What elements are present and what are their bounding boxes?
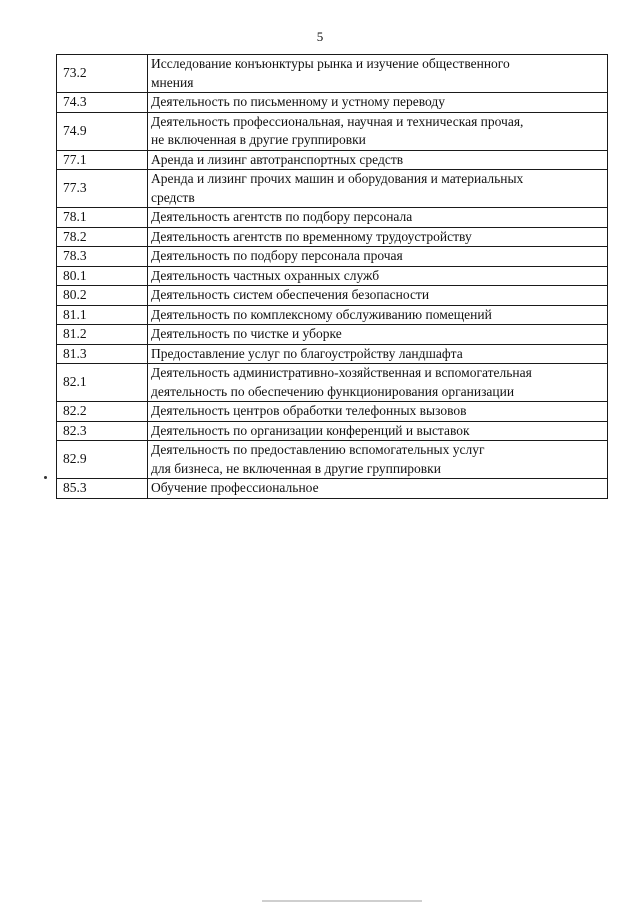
scan-edge	[262, 900, 422, 902]
activity-code-cell: 77.3	[57, 170, 148, 208]
table-row	[57, 286, 608, 306]
table-row	[57, 441, 608, 479]
activity-description-cell	[148, 93, 608, 113]
activity-description-line: Деятельность частных охранных служб	[151, 267, 380, 283]
activity-description-line: Деятельность по подбору персонала прочая	[151, 248, 403, 263]
activity-code-cell: 78.3	[57, 247, 148, 267]
activity-code-cell: 74.3	[57, 93, 148, 113]
table-row	[57, 55, 608, 93]
activity-description-line: Деятельность по письменному и устному переводу	[151, 94, 446, 109]
activity-description-cell	[148, 247, 608, 267]
activity-description-line: Деятельность центров обработки телефонных вызовов	[151, 403, 467, 418]
activity-description-line: Деятельность по предоставлению вспомогательных услуг	[151, 442, 485, 457]
activity-description-cell	[148, 150, 608, 170]
table-row	[57, 305, 608, 325]
activity-code-cell: 82.2	[57, 402, 148, 422]
activity-description-line: Аренда и лизинг прочих машин и оборудования и материальных	[151, 171, 524, 186]
activity-description-cell	[148, 441, 608, 479]
activity-description-line: Исследование конъюнктуры рынка и изучение общественного	[151, 56, 510, 71]
activity-description-line: Деятельность агентств по временному трудоустройству	[151, 228, 472, 244]
activity-code-cell: 82.9	[57, 441, 148, 479]
activity-description-cell	[148, 344, 608, 364]
activity-description-cell	[148, 286, 608, 306]
table-row	[57, 170, 608, 208]
activity-description-line: Деятельность агентств по подбору персонала	[151, 209, 413, 224]
table-row	[57, 325, 608, 345]
activity-description-line: Деятельность по комплексному обслуживанию помещений	[151, 306, 492, 322]
table-row	[57, 150, 608, 170]
activity-code-cell: 73.2	[57, 55, 148, 93]
activity-description-line: Деятельность административно-хозяйственная и вспомогательная	[151, 365, 532, 380]
activity-description-cell	[148, 421, 608, 441]
page-number: 5	[316, 29, 324, 44]
activity-description-line: Предоставление услуг по благоустройству ландшафта	[151, 345, 463, 361]
activity-codes-table-body	[57, 55, 608, 499]
activity-code-cell: 81.1	[57, 305, 148, 325]
activity-code-cell: 81.3	[57, 344, 148, 364]
table-row	[57, 402, 608, 422]
activity-code-cell: 85.3	[57, 479, 148, 499]
activity-description-cell	[148, 402, 608, 422]
activity-code-cell: 82.1	[57, 364, 148, 402]
scan-speck	[44, 476, 47, 479]
table-row	[57, 112, 608, 150]
table-row	[57, 227, 608, 247]
table-row	[57, 344, 608, 364]
activity-description-line: Деятельность профессиональная, научная и техническая прочая,	[151, 113, 524, 129]
activity-code-cell: 80.1	[57, 266, 148, 286]
activity-code-cell: 78.1	[57, 208, 148, 228]
activity-code-cell: 78.2	[57, 227, 148, 247]
activity-description-cell	[148, 112, 608, 150]
activity-code-cell: 74.9	[57, 112, 148, 150]
table-row	[57, 266, 608, 286]
activity-code-cell: 82.3	[57, 421, 148, 441]
activity-description-cell	[148, 266, 608, 286]
table-row	[57, 208, 608, 228]
activity-codes-table	[56, 54, 608, 499]
table-row	[57, 247, 608, 267]
activity-description-cell	[148, 305, 608, 325]
activity-codes-table-container	[56, 54, 608, 499]
activity-code-cell: 81.2	[57, 325, 148, 345]
activity-description-cell	[148, 227, 608, 247]
table-row	[57, 421, 608, 441]
activity-description-line: деятельность по обеспечению функционирования организации	[151, 383, 515, 399]
activity-description-cell	[148, 170, 608, 208]
activity-description-cell	[148, 55, 608, 93]
table-row	[57, 364, 608, 402]
activity-description-line: Обучение профессиональное	[151, 480, 319, 495]
activity-description-cell	[148, 479, 608, 499]
activity-description-cell	[148, 208, 608, 228]
activity-description-line: Деятельность систем обеспечения безопасности	[151, 287, 430, 302]
activity-code-cell: 77.1	[57, 150, 148, 170]
table-row	[57, 479, 608, 499]
activity-description-line: Деятельность по организации конференций и выставок	[151, 422, 470, 438]
activity-description-line: Деятельность по чистке и уборке	[151, 326, 342, 341]
activity-description-line: не включенная в другие группировки	[151, 132, 366, 147]
activity-description-cell	[148, 325, 608, 345]
activity-description-line: мнения	[151, 74, 194, 90]
activity-description-line: Аренда и лизинг автотранспортных средств	[151, 151, 404, 167]
activity-description-line: для бизнеса, не включенная в другие группировки	[151, 460, 441, 476]
activity-description-cell	[148, 364, 608, 402]
table-row	[57, 93, 608, 113]
activity-description-line: средств	[151, 189, 195, 205]
activity-code-cell: 80.2	[57, 286, 148, 306]
